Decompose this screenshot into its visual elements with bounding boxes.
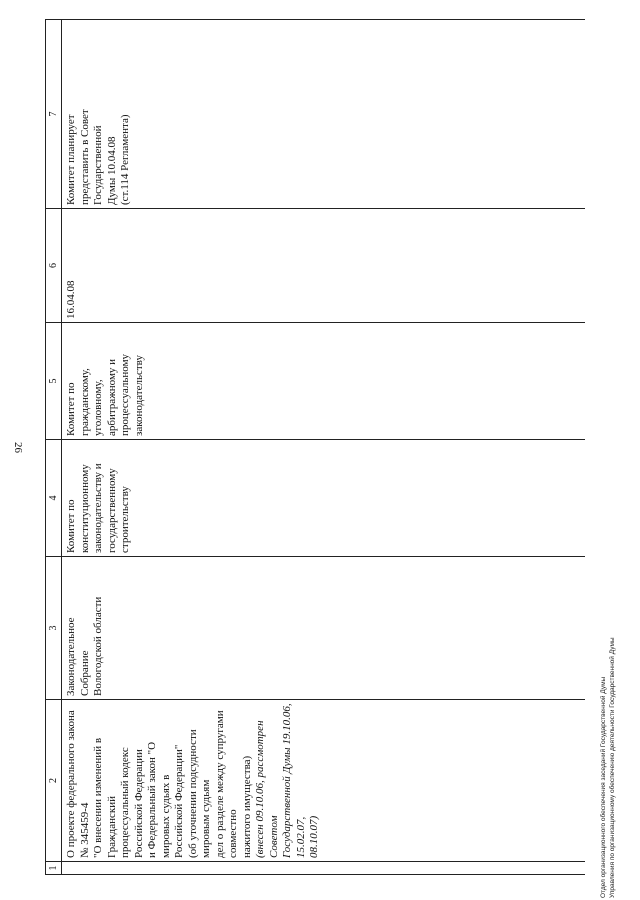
note-line: Государственной [92, 125, 104, 205]
initiator-line: Вологодской области [92, 596, 104, 696]
header-col-5: 5 [46, 323, 62, 440]
co-committee-cell [62, 323, 586, 440]
row-number-cell [62, 862, 586, 875]
bill-title-line: и Федеральный закон "О мировых судьях в [146, 741, 172, 858]
committee-line: Комитет по [65, 499, 77, 553]
footer-line-1: Отдел организационного обеспечения заседаний Государственной Думы [600, 676, 607, 898]
committee-line: конституционному [78, 464, 91, 553]
co-committee-line: процессуальному [119, 353, 131, 436]
bill-title-line: (об уточнении подсудности мировым судьям [186, 729, 212, 858]
co-committee-line: уголовному, [92, 379, 104, 436]
header-col-7: 7 [46, 20, 62, 209]
bill-history-line: Государственной Думы 19.10.06, 15.02.07, [281, 703, 307, 858]
note-line: (ст.114 Регламента) [119, 114, 131, 205]
bills-table [45, 19, 585, 875]
footer-line-2: Управления по организационному обеспечению деятельности Государственной Думы [608, 637, 616, 898]
header-col-3: 3 [46, 557, 62, 700]
page-footer [600, 637, 617, 898]
header-row [46, 20, 62, 875]
co-committee-line: законодательству [132, 355, 145, 436]
header-col-1: 1 [46, 862, 62, 875]
bill-title-cell [62, 700, 586, 862]
note-cell [62, 20, 586, 209]
header-col-2: 2 [46, 700, 62, 862]
bill-title-line: О проекте федерального закона № 345459-4 [65, 710, 91, 858]
table-row [62, 20, 586, 875]
bill-history-line: (внесен 09.10.06, рассмотрен Советом [254, 720, 280, 858]
header-col-6: 6 [46, 209, 62, 323]
bill-title-line: дел о разделе между супругами совместно [213, 710, 239, 858]
initiator-cell [62, 557, 586, 700]
co-committee-line: арбитражному и [105, 358, 118, 436]
co-committee-line: Комитет по [65, 382, 77, 436]
bill-title-line: "О внесении изменений в Гражданский [92, 737, 118, 858]
bill-history-line: 08.10.07) [308, 815, 320, 858]
committee-cell [62, 440, 586, 557]
note-line: представить в Совет [78, 109, 91, 205]
bill-title-line: процессуальный кодекс Российской Федерации [119, 747, 145, 858]
committee-line: государственному [105, 468, 118, 553]
rotated-sheet [45, 20, 590, 875]
initiator-line: Законодательное [65, 617, 77, 696]
bill-title-line: нажитого имущества) [240, 755, 253, 858]
committee-line: законодательству и [92, 463, 104, 553]
initiator-line: Собрание [78, 650, 91, 696]
page-number: 26 [12, 442, 24, 453]
co-committee-line: гражданскому, [78, 368, 91, 436]
note-line: Думы 10.04.08 [105, 136, 118, 205]
note-line: Комитет планирует [65, 114, 77, 205]
bill-title-line: Российской Федерации" [173, 744, 185, 858]
committee-line: строительству [119, 486, 131, 553]
header-col-4: 4 [46, 440, 62, 557]
date-cell: 16.04.08 [62, 209, 586, 323]
